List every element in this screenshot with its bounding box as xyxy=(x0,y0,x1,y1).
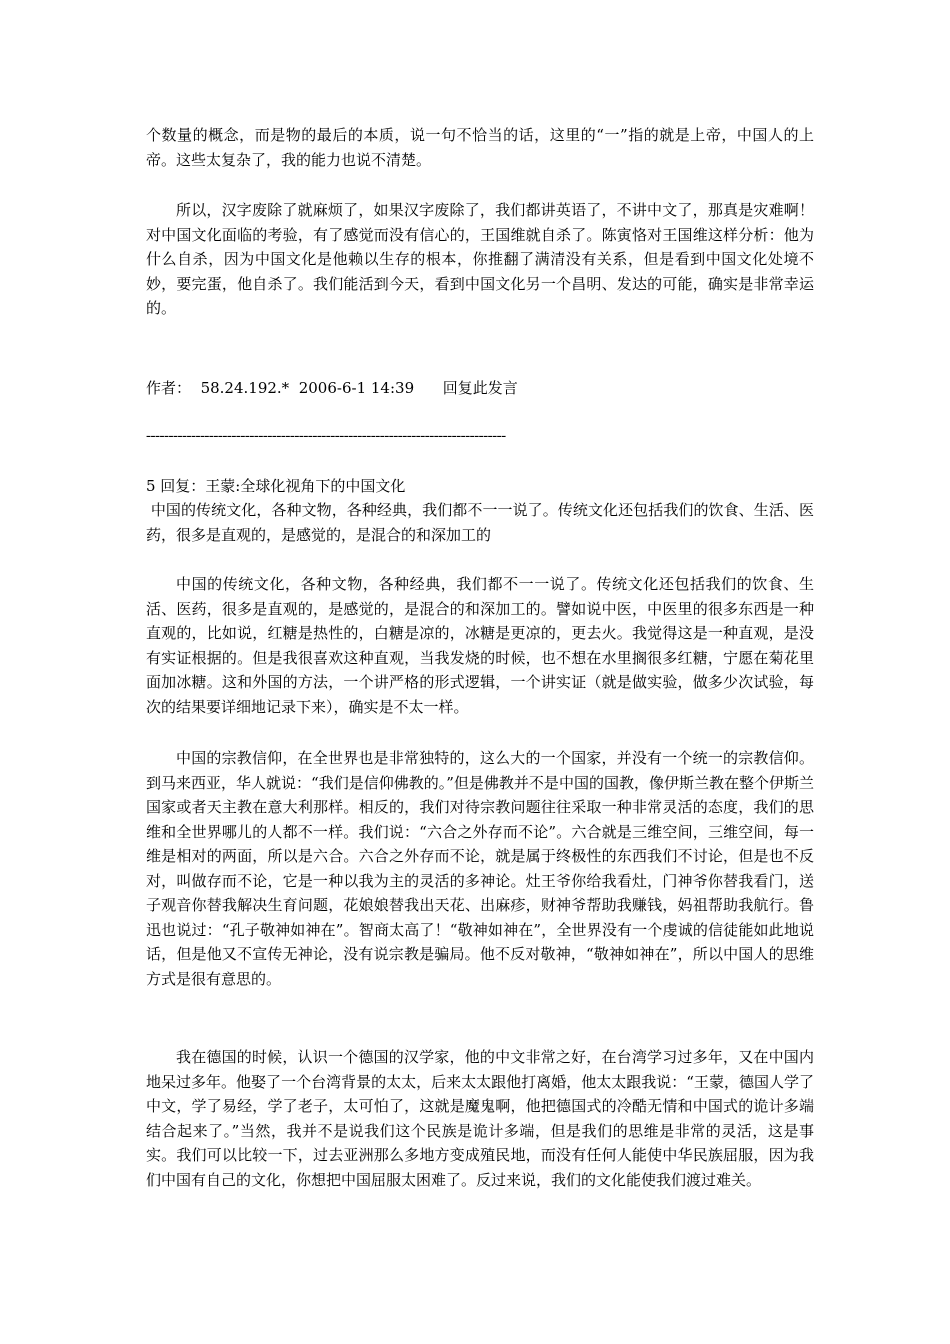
author-label: 作者： xyxy=(146,379,192,397)
author-ip: 58.24.192.* xyxy=(200,379,290,397)
post-datetime: 2006-6-1 14:39 xyxy=(298,379,415,397)
paragraph-hanzi-abolition: 所以，汉字废除了就麻烦了，如果汉字废除了，我们都讲英语了，不讲中文了，那真是灾难啊！对中国文化面临的考验，有了感觉而没有信心的，王国维就自杀了。陈寅恪对王国维这样分析：他为什么自杀，因为中国文化是他赖以生存的根本，你推翻了满清没有关系，但是看到中国文化处境不妙，要完蛋，他自杀了。我们能活到今天，看到中国文化另一个昌明、发达的可能，确实是非常幸运的。 xyxy=(146,201,814,317)
reply-link[interactable]: 回复此发言 xyxy=(442,379,518,397)
paragraph-continuation: 个数量的概念，而是物的最后的本质，说一句不恰当的话，这里的“一”指的就是上帝，中国人的上帝。这些太复杂了，我的能力也说不清楚。 xyxy=(146,126,814,169)
divider-line: -------------------------------------------------------------------------------- xyxy=(146,428,506,444)
post-meta xyxy=(146,376,518,400)
reply-summary: 中国的传统文化，各种文物，各种经典，我们都不一一说了。传统文化还包括我们的饮食、生活、医药，很多是直观的，是感觉的，是混合的和深加工的 xyxy=(146,501,814,544)
paragraph-traditional-culture: 中国的传统文化，各种文物，各种经典，我们都不一一说了。传统文化还包括我们的饮食、生活、医药，很多是直观的，是感觉的，是混合的和深加工的。譬如说中医，中医里的很多东西是一种直观的，比如说，红糖是热性的，白糖是凉的，冰糖是更凉的，更去火。我觉得这是一种直观，是没有实证根据的。但是我很喜欢这种直观，当我发烧的时候，也不想在水里搁很多红糖，宁愿在菊花里面加冰糖。这和外国的方法，一个讲严格的形式逻辑，一个讲实证（就是做实验，做多少次试验，每次的结果要详细地记录下来），确实是不太一样。 xyxy=(146,575,814,716)
paragraph-germany: 我在德国的时候，认识一个德国的汉学家，他的中文非常之好，在台湾学习过多年，又在中国内地呆过多年。他娶了一个台湾背景的太太，后来太太跟他打离婚，他太太跟我说：“王蒙，德国人学了中文，学了易经，学了老子，太可怕了，这就是魔鬼啊，他把德国式的冷酷无情和中国式的诡计多端结合起来了。”当然，我并不是说我们这个民族是诡计多端，但是我们的思维是非常的灵活，这是事实。我们可以比较一下，过去亚洲那么多地方变成殖民地，而没有任何人能使中华民族屈服，因为我们中国有自己的文化，你想把中国屈服太困难了。反过来说，我们的文化能使我们渡过难关。 xyxy=(146,1048,814,1189)
reply-title: 5 回复：王蒙:全球化视角下的中国文化 xyxy=(146,477,406,495)
paragraph-religion: 中国的宗教信仰，在全世界也是非常独特的，这么大的一个国家，并没有一个统一的宗教信仰。到马来西亚，华人就说：“我们是信仰佛教的。”但是佛教并不是中国的国教，像伊斯兰教在整个伊斯兰国家或者天主教在意大利那样。相反的，我们对待宗教问题往往采取一种非常灵活的态度，我们的思维和全世界哪儿的人都不一样。我们说：“六合之外存而不论”。六合就是三维空间，三维空间，每一维是相对的两面，所以是六合。六合之外存而不论，就是属于终极性的东西我们不讨论，但是也不反对，叫做存而不论，它是一种以我为主的灵活的多神论。灶王爷你给我看灶，门神爷你替我看门，送子观音你替我解决生育问题，花娘娘替我出天花、出麻疹，财神爷帮助我赚钱，妈祖帮助我航行。鲁迅也说过：“孔子敬神如神在”。智商太高了！“敬神如神在”，全世界没有一个虔诚的信徒能如此地说话，但是他又不宣传无神论，没有说宗教是骗局。他不反对敬神，“敬神如神在”，所以中国人的思维方式是很有意思的。 xyxy=(146,749,814,988)
